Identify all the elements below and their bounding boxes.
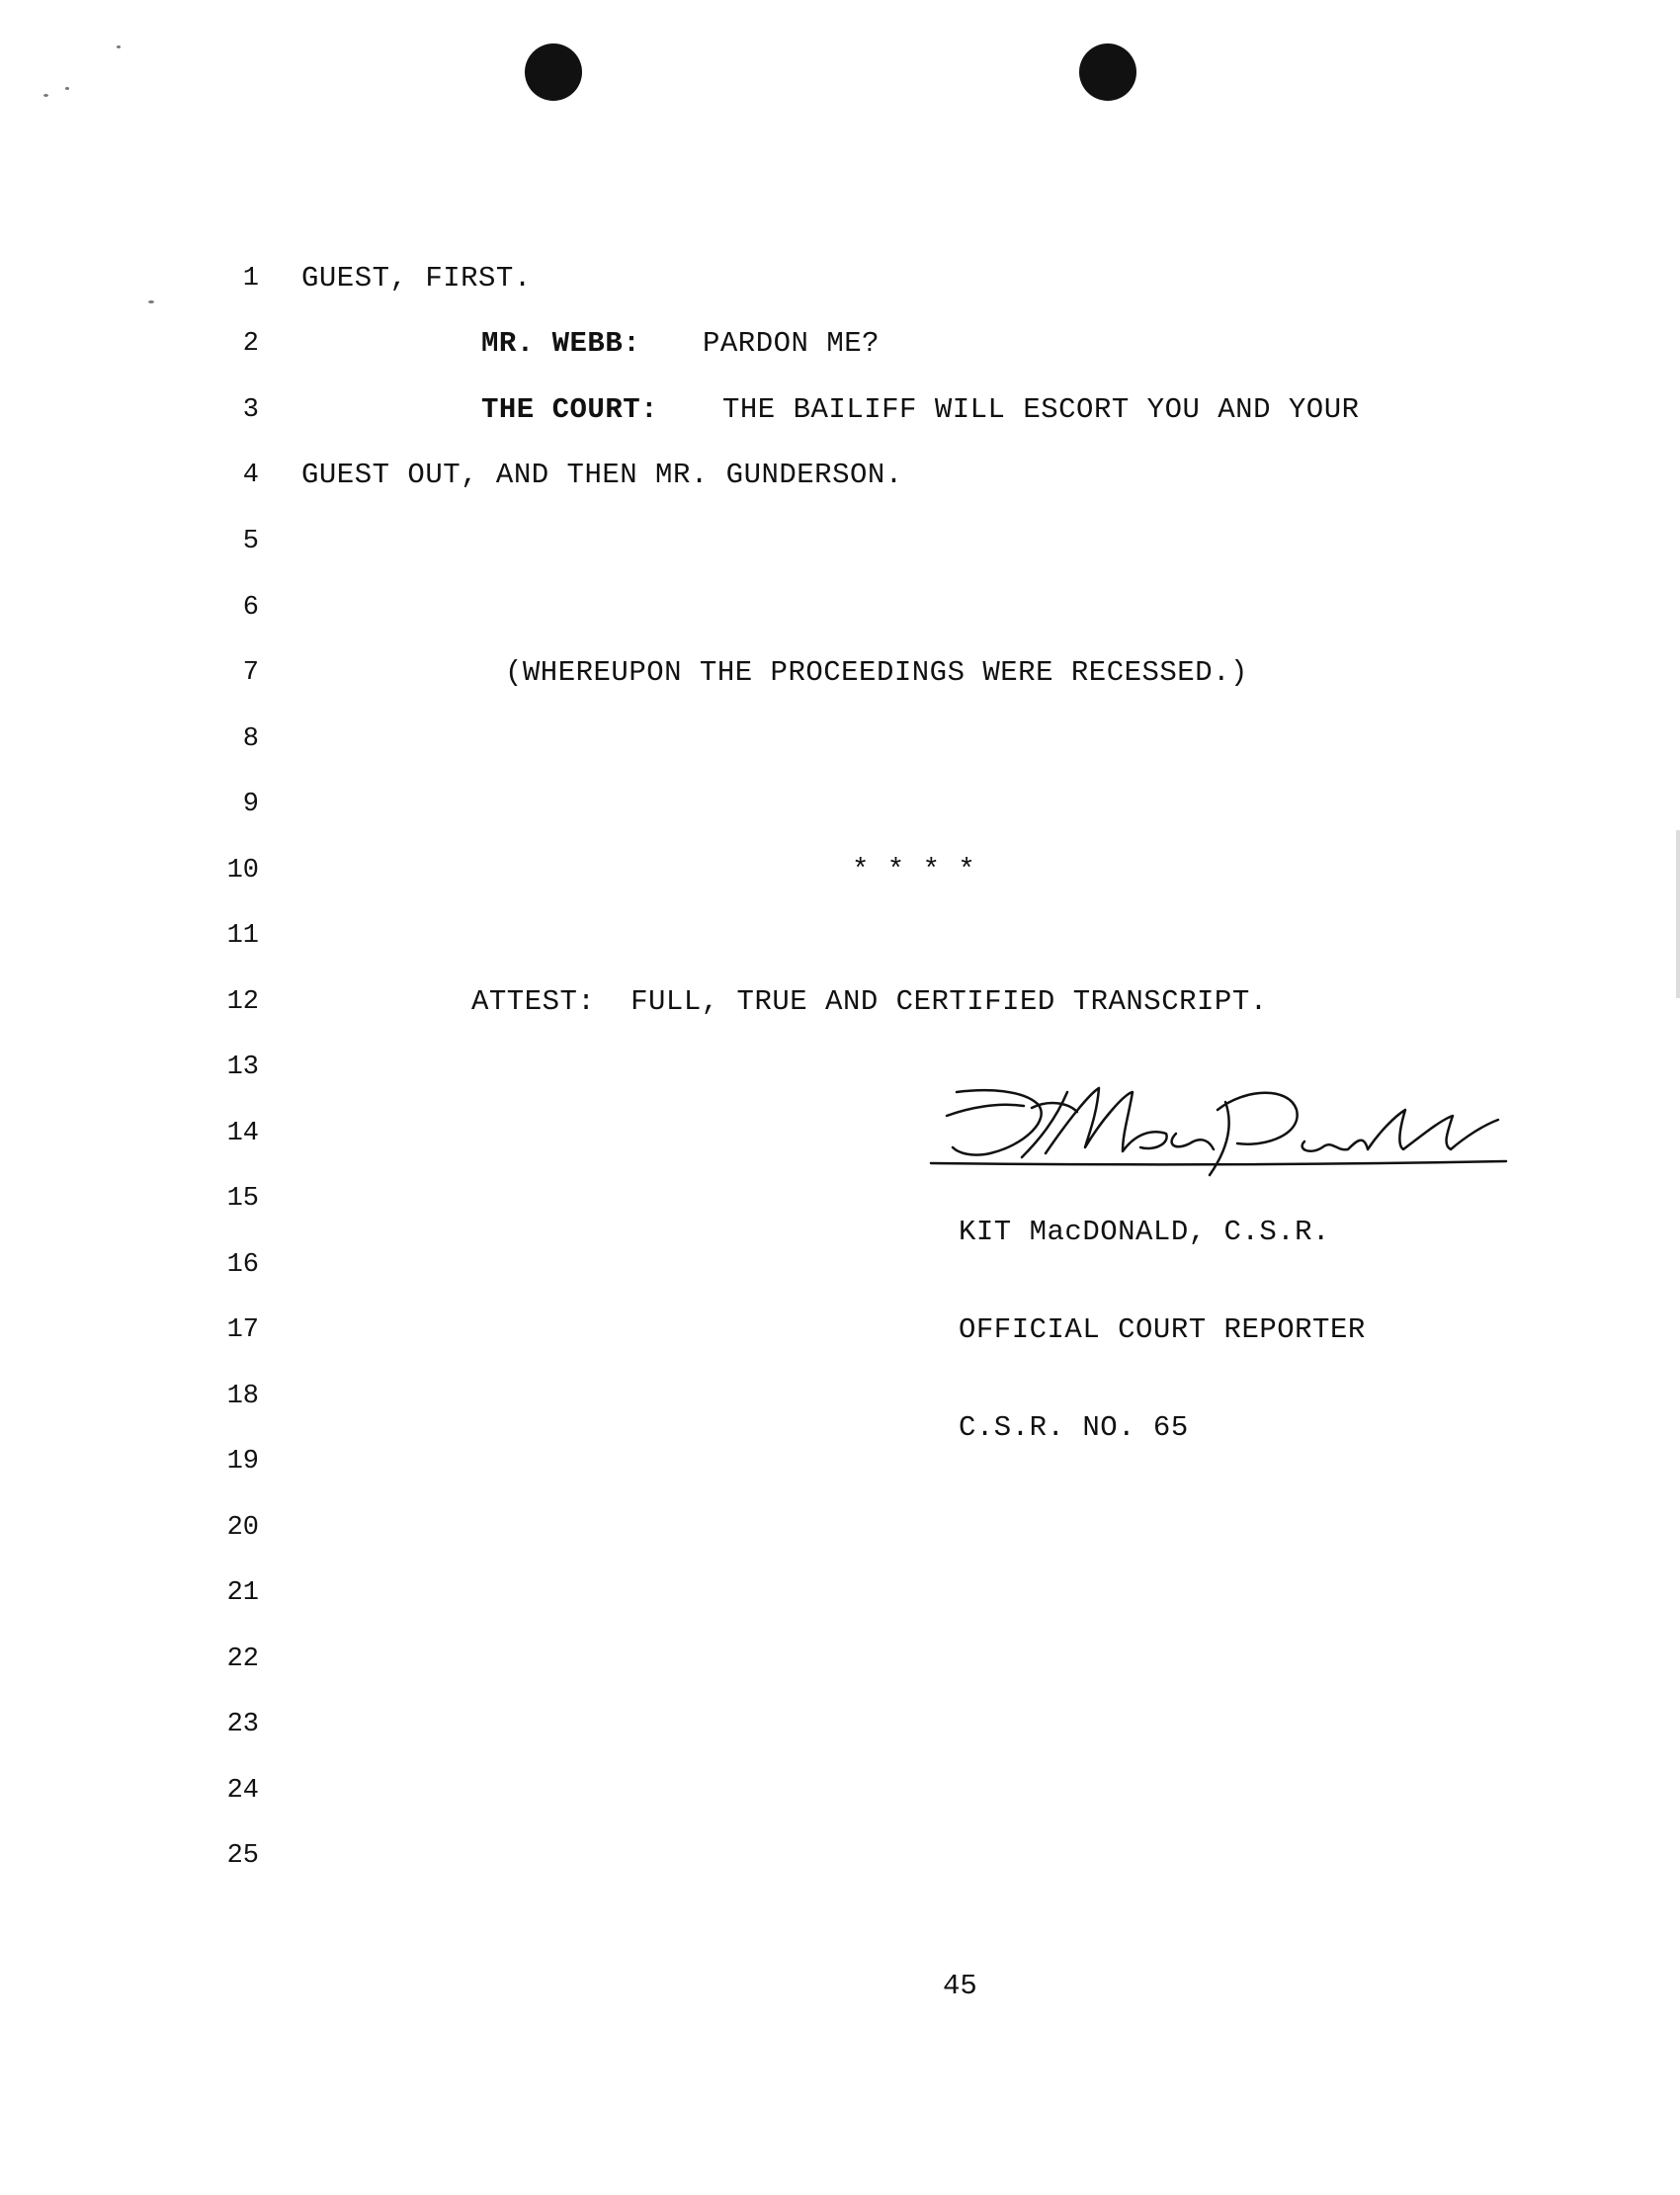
punch-hole-left [525,43,582,101]
line-number: 22 [226,1645,259,1674]
line-number: 16 [226,1250,259,1280]
line-number: 6 [242,593,259,623]
scan-speck [43,94,48,97]
line-number: 1 [242,264,259,294]
line-number: 3 [242,395,259,425]
page-number: 45 [943,1970,977,2002]
line-number: 10 [226,856,259,886]
reporter-name: KIT MacDONALD, C.S.R. [959,1216,1330,1248]
recess-notation: (WHEREUPON THE PROCEEDINGS WERE RECESSED.) [505,656,1248,689]
line-number: 9 [242,790,259,819]
scan-speck [65,87,69,90]
line-number: 7 [242,658,259,688]
line-number: 20 [226,1513,259,1543]
section-asterisks: * * * * [852,854,976,886]
transcript-line-4: GUEST OUT, AND THEN MR. GUNDERSON. [301,459,903,491]
transcript-line-2: PARDON ME? [703,327,881,360]
line-number: 13 [226,1053,259,1082]
punch-hole-right [1079,43,1136,101]
speaker-label-mr-webb: MR. WEBB: [481,327,641,360]
line-number: 24 [226,1776,259,1806]
line-number: 14 [226,1119,259,1148]
line-number: 11 [226,921,259,951]
line-number: 25 [226,1841,259,1871]
line-number: 19 [226,1447,259,1477]
line-number: 18 [226,1382,259,1411]
line-number: 12 [226,987,259,1017]
line-number: 8 [242,724,259,754]
line-number: 2 [242,329,259,359]
scan-speck [148,300,154,303]
attestation-statement: ATTEST: FULL, TRUE AND CERTIFIED TRANSCRIPT. [471,985,1268,1018]
transcript-line-1: GUEST, FIRST. [301,262,532,295]
line-number: 23 [226,1710,259,1739]
speaker-label-the-court: THE COURT: [481,393,659,426]
transcript-line-3: THE BAILIFF WILL ESCORT YOU AND YOUR [722,393,1360,426]
reporter-title: OFFICIAL COURT REPORTER [959,1313,1366,1346]
line-number: 17 [226,1315,259,1345]
reporter-license-number: C.S.R. NO. 65 [959,1411,1189,1444]
line-number: 21 [226,1578,259,1608]
scan-edge-shadow [1676,830,1680,998]
reporter-signature-block [959,1150,1366,1477]
line-number: 15 [226,1184,259,1214]
line-number: 5 [242,527,259,556]
line-number: 4 [242,461,259,490]
scan-speck [117,45,121,48]
